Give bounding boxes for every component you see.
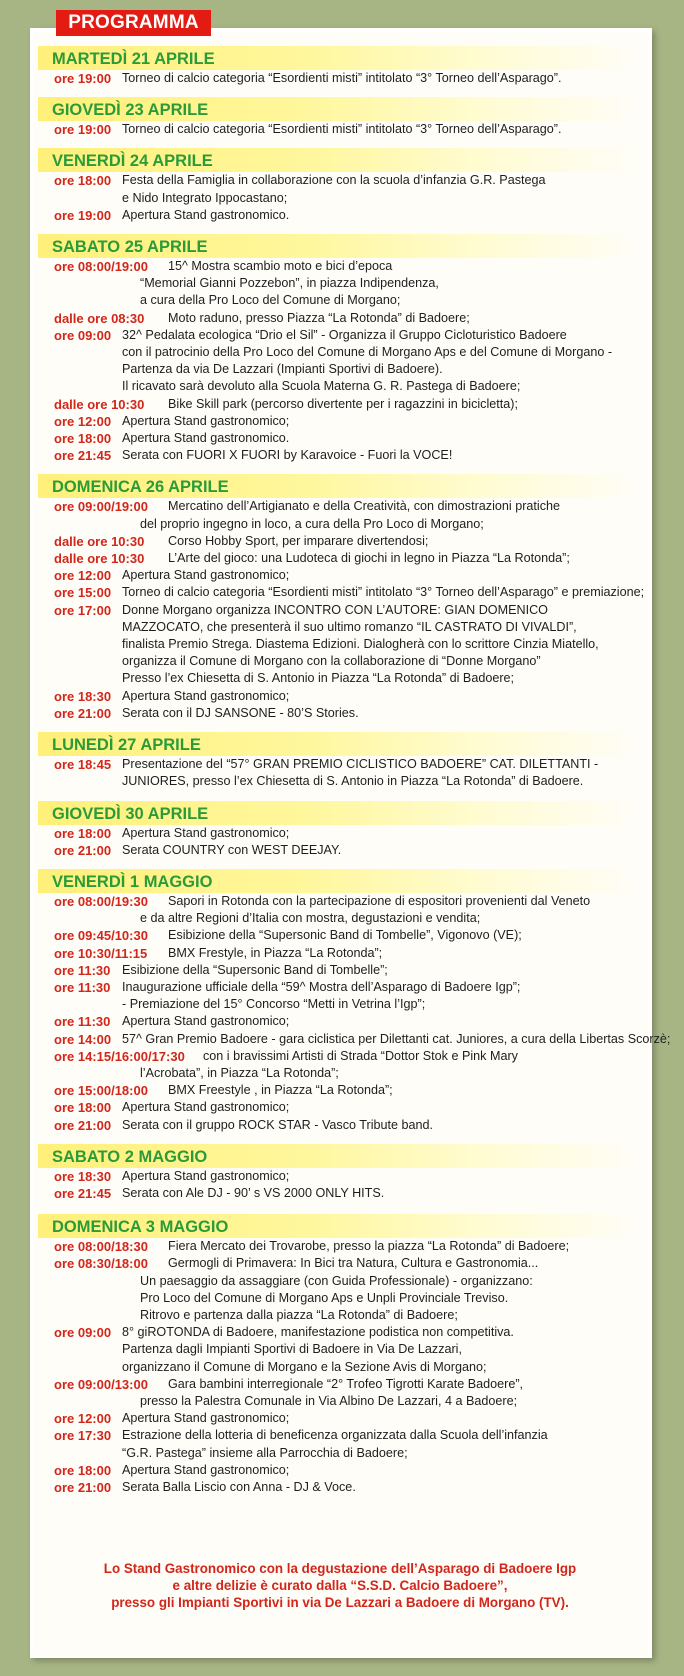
entry-text: Presentazione del “57° GRAN PREMIO CICLISTICO BADOERE” CAT. DILETTANTI - xyxy=(122,757,599,772)
entry-text: Serata con Ale DJ - 90’ s VS 2000 ONLY HITS. xyxy=(122,1185,385,1200)
entry-time: ore 14:00 xyxy=(54,1031,112,1047)
schedule-entry xyxy=(40,121,640,138)
entry-text: Corso Hobby Sport, per imparare divertendosi; xyxy=(168,533,429,548)
entry-text: Apertura Stand gastronomico. xyxy=(122,207,290,222)
day-title: GIOVEDÌ 23 APRILE xyxy=(52,101,209,120)
entry-text: Moto raduno, presso Piazza “La Rotonda” di Badoere; xyxy=(168,310,470,325)
entry-time: ore 18:45 xyxy=(54,757,112,773)
schedule-entry xyxy=(40,1427,640,1461)
entry-time: dalle ore 10:30 xyxy=(54,551,145,567)
day-header xyxy=(38,234,640,258)
schedule-entry xyxy=(40,705,640,722)
entry-time: ore 09:00/13:00 xyxy=(54,1376,148,1392)
entry-time: ore 19:00 xyxy=(54,71,112,86)
day-header xyxy=(38,148,640,172)
entry-text: l’Acrobata”, in Piazza “La Rotonda”; xyxy=(140,1065,339,1080)
entry-text: e Nido Integrato Ippocastano; xyxy=(122,190,288,205)
schedule-entry xyxy=(40,1031,671,1048)
schedule-entry xyxy=(40,550,640,567)
entry-text: Torneo di calcio categoria “Esordienti misti” intitolato “3° Torneo dell’Asparago”. xyxy=(122,71,562,85)
entry-text: Estrazione della lotteria di beneficenza organizzata dalla Scuola dell’infanzia xyxy=(122,1428,548,1443)
day-section xyxy=(40,474,645,722)
entry-text: Un paesaggio da assaggiare (con Guida Professionale) - organizzano: xyxy=(140,1273,533,1288)
entry-time: ore 09:00 xyxy=(54,1325,112,1341)
entry-text: Serata con FUORI X FUORI by Karavoice - Fuori la VOCE! xyxy=(122,448,453,463)
entry-time: dalle ore 10:30 xyxy=(54,533,145,549)
entry-time: ore 18:00 xyxy=(54,1462,112,1478)
entry-text: Donne Morgano organizza INCONTRO CON L’AUTORE: GIAN DOMENICO xyxy=(122,602,548,617)
schedule-entry xyxy=(40,1238,640,1255)
day-title: SABATO 25 APRILE xyxy=(52,238,208,257)
entry-text: Partenza da via De Lazzari (Impianti Sportivi di Badoere). xyxy=(122,362,443,377)
day-section xyxy=(40,801,640,859)
day-header xyxy=(38,1144,640,1168)
day-header xyxy=(38,1214,640,1238)
entry-text: “G.R. Pastega” insieme alla Parrocchia di Badoere; xyxy=(122,1445,408,1460)
programme-content xyxy=(40,46,671,1496)
entry-text: Gara bambini interregionale “2° Trofeo Tigrotti Karate Badoere”, xyxy=(168,1376,524,1391)
day-section xyxy=(40,1214,640,1496)
entry-text: Presso l’ex Chiesetta di S. Antonio in Piazza “La Rotonda” di Badoere; xyxy=(122,671,515,686)
entry-text: Serata con il gruppo ROCK STAR - Vasco Tribute band. xyxy=(122,1117,434,1132)
day-header xyxy=(38,732,640,756)
entry-time: ore 18:30 xyxy=(54,688,112,704)
entry-text: Apertura Stand gastronomico; xyxy=(122,1014,290,1029)
schedule-entry xyxy=(40,1117,640,1134)
schedule-entry xyxy=(40,1013,640,1030)
entry-time: dalle ore 08:30 xyxy=(54,310,145,326)
entry-time: ore 12:00 xyxy=(54,1411,112,1427)
entry-text: 15^ Mostra scambio moto e bici d’epoca xyxy=(168,259,393,274)
footer-note xyxy=(40,1560,640,1611)
entry-time: ore 12:00 xyxy=(54,568,112,584)
entry-text: presso la Palestra Comunale in Via Albino De Lazzari, 4 a Badoere; xyxy=(140,1393,518,1408)
day-title: MARTEDÌ 21 APRILE xyxy=(52,50,215,68)
day-section xyxy=(40,1144,640,1202)
entry-time: ore 15:00 xyxy=(54,585,112,601)
schedule-entry xyxy=(40,602,640,688)
schedule-entry xyxy=(40,498,640,532)
entry-time: ore 18:00 xyxy=(54,173,112,189)
schedule-entry xyxy=(40,533,640,550)
entry-text: 32^ Pedalata ecologica “Drio el Sil” - Organizza il Gruppo Cicloturistico Badoere xyxy=(122,327,567,342)
entry-time: ore 21:00 xyxy=(54,705,112,721)
schedule-entry xyxy=(40,945,640,962)
schedule-entry xyxy=(40,893,640,927)
schedule-entry xyxy=(40,1255,640,1324)
entry-text: BMX Freestyle , in Piazza “La Rotonda”; xyxy=(168,1083,393,1098)
schedule-entry xyxy=(40,688,640,705)
day-header xyxy=(38,46,640,70)
entry-time: ore 21:45 xyxy=(54,1185,112,1201)
entry-text: Serata COUNTRY con WEST DEEJAY. xyxy=(122,842,342,857)
day-title: DOMENICA 26 APRILE xyxy=(52,478,229,497)
schedule-entry xyxy=(40,172,640,206)
schedule-entry xyxy=(40,927,640,944)
entry-text: Partenza dagli Impianti Sportivi di Badoere in Via De Lazzari, xyxy=(122,1342,462,1357)
day-section xyxy=(40,234,640,464)
entry-text: Apertura Stand gastronomico; xyxy=(122,825,290,840)
entry-time: ore 21:00 xyxy=(54,842,112,858)
entry-time: ore 11:30 xyxy=(54,979,111,995)
entry-time: ore 18:00 xyxy=(54,431,112,447)
entry-text: “Memorial Gianni Pozzebon”, in piazza Indipendenza, xyxy=(140,276,439,291)
schedule-entry xyxy=(40,1462,640,1479)
schedule-entry xyxy=(40,842,640,859)
entry-text: BMX Frestyle, in Piazza “La Rotonda”; xyxy=(168,945,383,960)
day-header xyxy=(38,97,640,121)
entry-time: ore 08:30/18:00 xyxy=(54,1256,148,1272)
day-section xyxy=(40,46,640,87)
entry-time: ore 08:00/19:30 xyxy=(54,893,148,909)
entry-text: Il ricavato sarà devoluto alla Scuola Materna G. R. Pastega di Badoere; xyxy=(122,379,521,394)
schedule-entry xyxy=(40,825,640,842)
entry-text: Mercatino dell’Artigianato e della Creatività, con dimostrazioni pratiche xyxy=(168,499,560,514)
day-header xyxy=(38,869,640,893)
schedule-entry xyxy=(40,1479,640,1496)
schedule-entry xyxy=(40,447,640,464)
entry-text: 8° giROTONDA di Badoere, manifestazione podistica non competitiva. xyxy=(122,1325,514,1340)
entry-time: ore 21:00 xyxy=(54,1480,112,1495)
entry-text: Apertura Stand gastronomico; xyxy=(122,1168,290,1183)
day-section xyxy=(40,97,640,138)
day-section xyxy=(40,869,671,1134)
schedule-entry xyxy=(40,1168,640,1185)
entry-time: ore 09:45/10:30 xyxy=(54,928,148,944)
entry-text: Apertura Stand gastronomico; xyxy=(122,413,290,428)
schedule-entry xyxy=(40,1082,640,1099)
schedule-entry xyxy=(40,567,640,584)
entry-text: Serata con il DJ SANSONE - 80’S Stories. xyxy=(122,705,359,720)
day-title: SABATO 2 MAGGIO xyxy=(52,1147,208,1166)
footer-line: Lo Stand Gastronomico con la degustazione dell’Asparago di Badoere Igp xyxy=(103,1561,577,1576)
schedule-entry xyxy=(40,962,640,979)
entry-text: JUNIORES, presso l’ex Chiesetta di S. Antonio in Piazza “La Rotonda” di Badoere. xyxy=(122,774,584,789)
entry-text: Fiera Mercato dei Trovarobe, presso la piazza “La Rotonda” di Badoere; xyxy=(168,1239,570,1254)
day-header xyxy=(38,801,640,825)
entry-time: ore 19:00 xyxy=(54,207,112,223)
entry-time: ore 21:00 xyxy=(54,1117,112,1133)
programme-tab: PROGRAMMA xyxy=(56,10,211,36)
entry-time: ore 18:00 xyxy=(54,1100,112,1116)
entry-text: a cura della Pro Loco del Comune di Morgano; xyxy=(140,293,401,308)
entry-time: ore 08:00/19:00 xyxy=(54,259,148,275)
entry-text: Apertura Stand gastronomico; xyxy=(122,568,290,583)
day-section xyxy=(40,148,640,224)
entry-text: finalista Premio Strega. Diastema Edizioni. Dialogherà con lo scrittore Cinzia Miatello, xyxy=(122,637,599,652)
entry-time: ore 14:15/16:00/17:30 xyxy=(54,1048,185,1064)
entry-text: con il patrocinio della Pro Loco del Comune di Morgano Aps e del Comune di Morgano - xyxy=(122,345,613,360)
schedule-entry xyxy=(40,1048,640,1082)
schedule-entry xyxy=(40,1099,640,1116)
day-title: VENERDÌ 1 MAGGIO xyxy=(52,872,213,891)
entry-text: L’Arte del gioco: una Ludoteca di giochi in legno in Piazza “La Rotonda”; xyxy=(168,551,570,566)
schedule-entry xyxy=(40,1324,640,1376)
entry-time: ore 09:00 xyxy=(54,327,112,343)
entry-time: ore 18:30 xyxy=(54,1168,112,1184)
day-title: GIOVEDÌ 30 APRILE xyxy=(52,804,209,823)
schedule-entry xyxy=(40,70,640,87)
entry-text: organizza il Comune di Morgano con la collaborazione di “Donne Morgano” xyxy=(122,654,541,669)
day-section xyxy=(40,732,640,790)
entry-time: dalle ore 10:30 xyxy=(54,396,145,412)
schedule-entry xyxy=(40,430,640,447)
entry-text: - Premiazione del 15° Concorso “Metti in Vetrina l’Igp”; xyxy=(122,997,426,1012)
entry-text: Esibizione della “Supersonic Band di Tombelle”; xyxy=(122,962,388,977)
schedule-entry xyxy=(40,1410,640,1427)
day-title: VENERDÌ 24 APRILE xyxy=(52,152,213,171)
entry-text: Pro Loco del Comune di Morgano Aps e Unpli Provinciale Treviso. xyxy=(140,1290,509,1305)
entry-text: con i bravissimi Artisti di Strada “Dottor Stok e Pink Mary xyxy=(203,1048,518,1063)
schedule-entry xyxy=(40,327,640,396)
schedule-entry xyxy=(40,1185,640,1202)
entry-time: ore 18:00 xyxy=(54,825,112,841)
entry-time: ore 11:30 xyxy=(54,962,111,978)
entry-text: 57^ Gran Premio Badoere - gara ciclistica per Dilettanti cat. Juniores, a cura della Libertas Scorzè; xyxy=(122,1031,671,1046)
entry-time: ore 09:00/19:00 xyxy=(54,499,148,515)
footer-line: presso gli Impianti Sportivi in via De Lazzari a Badoere di Morgano (TV). xyxy=(111,1595,569,1610)
entry-text: Apertura Stand gastronomico; xyxy=(122,1100,290,1115)
entry-text: Apertura Stand gastronomico; xyxy=(122,688,290,703)
schedule-entry xyxy=(40,756,640,790)
schedule-entry xyxy=(40,396,640,413)
entry-text: Ritrovo e partenza dalla piazza “La Rotonda” di Badoere; xyxy=(140,1307,458,1322)
entry-text: Apertura Stand gastronomico; xyxy=(122,1462,290,1477)
entry-text: MAZZOCATO, che presenterà il suo ultimo romanzo “IL CASTRATO DI VIVALDI”, xyxy=(122,619,577,634)
day-title: LUNEDÌ 27 APRILE xyxy=(52,736,201,755)
entry-time: ore 10:30/11:15 xyxy=(54,945,148,961)
entry-text: e da altre Regioni d’Italia con mostra, degustazioni e vendita; xyxy=(140,911,481,926)
entry-time: ore 21:45 xyxy=(54,448,112,464)
entry-time: ore 19:00 xyxy=(54,122,112,138)
entry-time: ore 17:30 xyxy=(54,1428,112,1444)
entry-text: Germogli di Primavera: In Bici tra Natura, Cultura e Gastronomia... xyxy=(168,1256,539,1271)
entry-time: ore 11:30 xyxy=(54,1014,111,1030)
entry-text: Apertura Stand gastronomico; xyxy=(122,1411,290,1426)
footer-line: e altre delizie è curato dalla “S.S.D. Calcio Badoere”, xyxy=(172,1578,508,1593)
entry-text: del proprio ingegno in loco, a cura della Pro Loco di Morgano; xyxy=(140,516,484,531)
entry-time: ore 15:00/18:00 xyxy=(54,1083,148,1099)
day-header xyxy=(38,474,640,498)
entry-text: organizzano il Comune di Morgano e la Sezione Avis di Morgano; xyxy=(122,1359,487,1374)
entry-text: Apertura Stand gastronomico. xyxy=(122,431,290,446)
entry-text: Bike Skill park (percorso divertente per i ragazzini in bicicletta); xyxy=(168,396,518,411)
entry-text: Serata Balla Liscio con Anna - DJ & Voce. xyxy=(122,1480,356,1494)
entry-time: ore 17:00 xyxy=(54,602,112,618)
entry-text: Inaugurazione ufficiale della “59^ Mostra dell’Asparago di Badoere Igp”; xyxy=(122,979,521,994)
entry-time: ore 12:00 xyxy=(54,413,112,429)
entry-text: Festa della Famiglia in collaborazione con la scuola d’infanzia G.R. Pastega xyxy=(122,173,546,188)
entry-text: Torneo di calcio categoria “Esordienti misti” intitolato “3° Torneo dell’Asparago”. xyxy=(122,122,562,137)
schedule-entry xyxy=(40,979,640,1013)
schedule-entry xyxy=(40,584,645,601)
schedule-entry xyxy=(40,310,640,327)
entry-text: Sapori in Rotonda con la partecipazione di espositori provenienti dal Veneto xyxy=(168,893,591,908)
day-title: DOMENICA 3 MAGGIO xyxy=(52,1218,229,1237)
schedule-entry xyxy=(40,413,640,430)
schedule-entry xyxy=(40,1376,640,1410)
schedule-entry xyxy=(40,207,640,224)
schedule-entry xyxy=(40,258,640,310)
entry-time: ore 08:00/18:30 xyxy=(54,1239,148,1255)
entry-text: Esibizione della “Supersonic Band di Tombelle”, Vigonovo (VE); xyxy=(168,928,522,943)
entry-text: Torneo di calcio categoria “Esordienti misti” intitolato “3° Torneo dell’Asparago” e premiazione; xyxy=(122,585,645,600)
